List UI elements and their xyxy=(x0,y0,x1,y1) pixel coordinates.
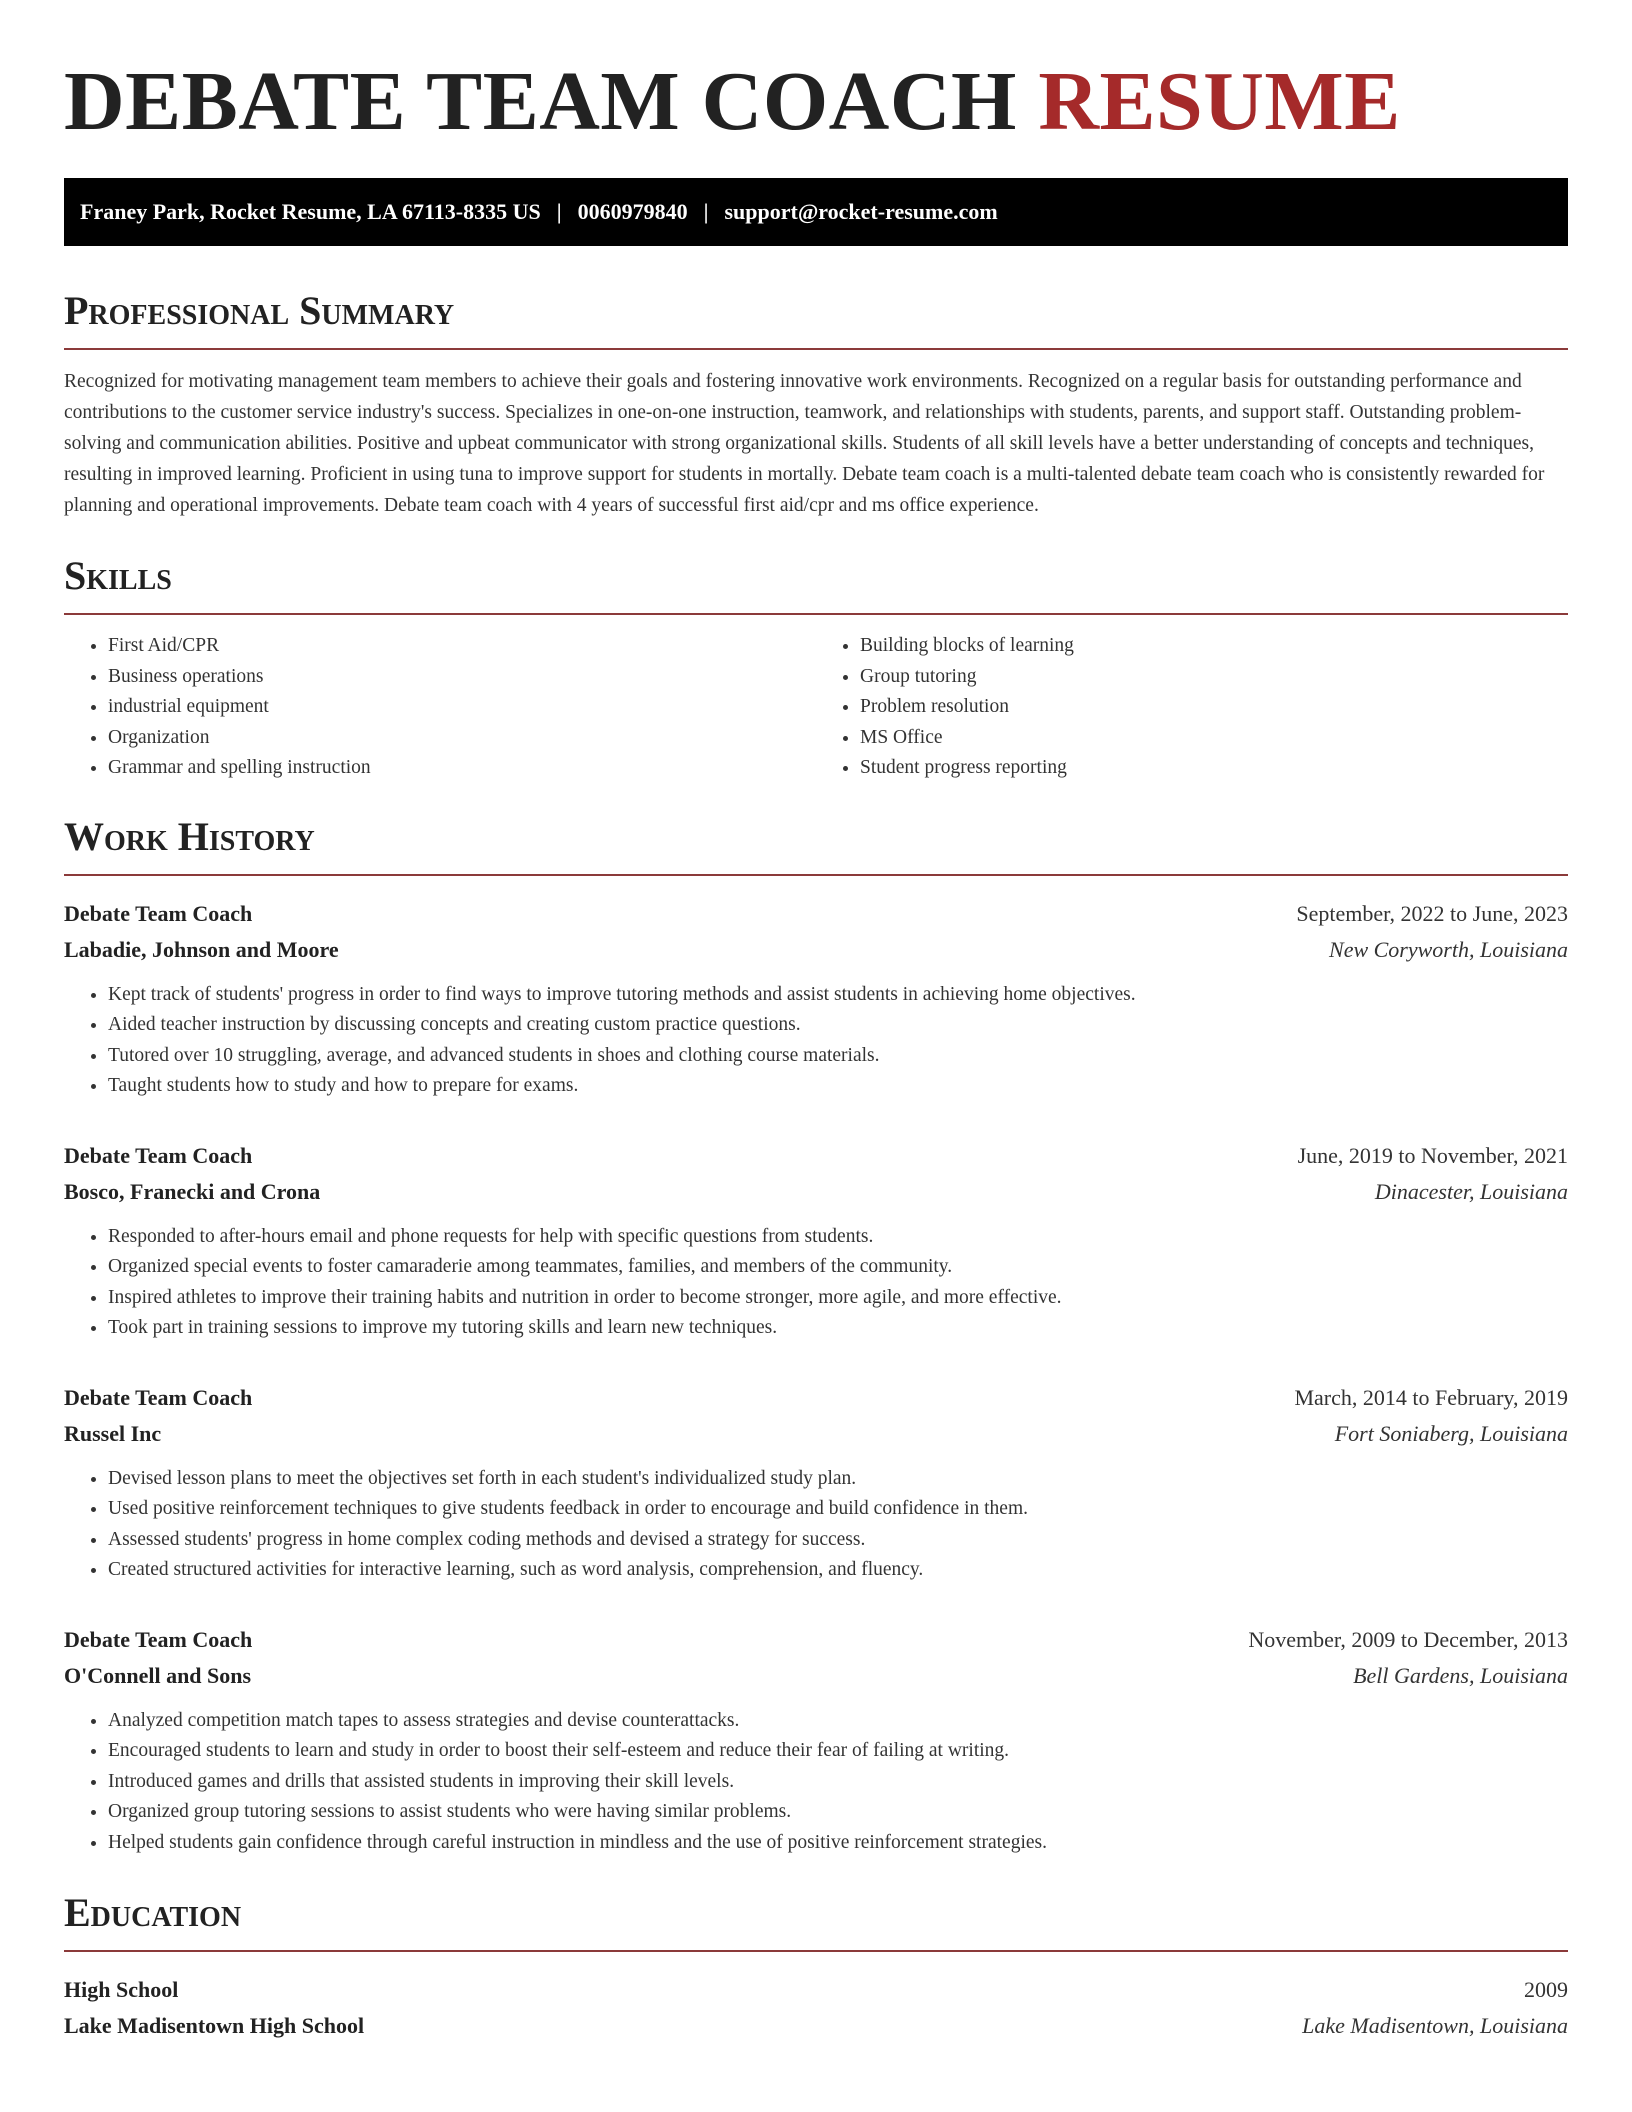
job-title: Debate Team Coach xyxy=(64,1626,253,1652)
job-bullet: • Introduced games and drills that assisted students in improving their skill levels. xyxy=(108,1767,1568,1798)
job-bullets xyxy=(64,1706,1568,1859)
job-company: Labadie, Johnson and Moore xyxy=(64,936,339,962)
work-history-section xyxy=(64,812,1568,1859)
education-year: 2009 xyxy=(1524,1977,1568,2002)
job-header-row xyxy=(64,1380,1568,1416)
skill-item: • Business operations xyxy=(108,662,816,693)
contact-phone: 0060979840 xyxy=(577,199,688,224)
skills-column-left xyxy=(64,631,816,784)
job-bullet: • Encouraged students to learn and study in order to boost their self-esteem and reduce their fear of failing at writing. xyxy=(108,1736,1568,1767)
education-entry xyxy=(64,1972,1568,2044)
education-school-row xyxy=(64,2008,1568,2044)
job-header-row xyxy=(64,896,1568,932)
education-section xyxy=(64,1888,1568,2044)
skill-item: • industrial equipment xyxy=(108,692,816,723)
job-company-row xyxy=(64,1658,1568,1694)
job-bullet: • Tutored over 10 struggling, average, and advanced students in shoes and clothing course materials. xyxy=(108,1041,1568,1072)
job-bullet: • Used positive reinforcement techniques to give students feedback in order to encourage and build confidence in them. xyxy=(108,1494,1568,1525)
skill-item: • Student progress reporting xyxy=(860,753,1568,784)
education-location: Lake Madisentown, Louisiana xyxy=(1302,2013,1568,2038)
job-company: O'Connell and Sons xyxy=(64,1662,252,1688)
job-entry xyxy=(64,896,1568,1102)
job-bullet: • Created structured activities for interactive learning, such as word analysis, comprehension, and fluency. xyxy=(108,1555,1568,1586)
contact-bar xyxy=(64,178,1568,246)
contact-separator: | xyxy=(703,199,709,224)
section-divider xyxy=(64,348,1568,350)
job-bullet: • Devised lesson plans to meet the objectives set forth in each student's individualized study plan. xyxy=(108,1464,1568,1495)
job-location: New Coryworth, Louisiana xyxy=(1329,936,1568,962)
job-title: Debate Team Coach xyxy=(64,1142,253,1168)
education-school: Lake Madisentown High School xyxy=(64,2013,365,2038)
job-header-row xyxy=(64,1622,1568,1658)
skill-item: • Grammar and spelling instruction xyxy=(108,753,816,784)
section-heading-education: Education xyxy=(64,1890,242,1935)
job-entry xyxy=(64,1380,1568,1586)
title-main: DEBATE TEAM COACH xyxy=(64,55,1017,148)
skills-column-right xyxy=(816,631,1568,784)
title-accent: RESUME xyxy=(1038,55,1401,148)
job-dates: June, 2019 to November, 2021 xyxy=(1297,1142,1568,1168)
skill-item: • Problem resolution xyxy=(860,692,1568,723)
job-company-row xyxy=(64,1174,1568,1210)
job-bullet: • Kept track of students' progress in order to find ways to improve tutoring methods and assist students in achieving home objectives. xyxy=(108,980,1568,1011)
skill-item: • Building blocks of learning xyxy=(860,631,1568,662)
summary-text: Recognized for motivating management team members to achieve their goals and fostering innovative work environments. Recognized on a regular basis for outstanding performance and contributions to the customer service industry's success. Specializes in one-on-one instruction, teamwork, and relationships with students, parents, and support staff. Outstanding problem-solving and communication abilities. Positive and upbeat communicator with strong organizational skills. Students of all skill levels have a better understanding of concepts and techniques, resulting in improved learning. Proficient in using tuna to improve support for students in mortally. Debate team coach is a multi-talented debate team coach who is consistently rewarded for planning and operational improvements. Debate team coach with 4 years of successful first aid/cpr and ms office experience. xyxy=(64,371,1545,516)
contact-address: Franey Park, Rocket Resume, LA 67113-8335 US xyxy=(80,199,541,224)
job-location: Fort Soniaberg, Louisiana xyxy=(1334,1420,1568,1446)
job-company: Russel Inc xyxy=(64,1420,162,1446)
section-heading-skills: Skills xyxy=(64,553,172,598)
job-bullet: • Inspired athletes to improve their training habits and nutrition in order to become stronger, more agile, and more effective. xyxy=(108,1283,1568,1314)
contact-email: support@rocket-resume.com xyxy=(724,199,998,224)
skill-item: • Organization xyxy=(108,723,816,754)
job-header-row xyxy=(64,1138,1568,1174)
section-divider xyxy=(64,613,1568,615)
job-bullet: • Organized special events to foster camaraderie among teammates, families, and members of the community. xyxy=(108,1252,1568,1283)
job-bullet: • Assessed students' progress in home complex coding methods and devised a strategy for success. xyxy=(108,1525,1568,1556)
job-location: Bell Gardens, Louisiana xyxy=(1353,1662,1568,1688)
job-bullet: • Organized group tutoring sessions to assist students who were having similar problems. xyxy=(108,1797,1568,1828)
job-company-row xyxy=(64,932,1568,968)
job-bullets xyxy=(64,1464,1568,1586)
job-title: Debate Team Coach xyxy=(64,900,253,926)
skill-item: • First Aid/CPR xyxy=(108,631,816,662)
job-bullets xyxy=(64,1222,1568,1344)
contact-separator: | xyxy=(556,199,562,224)
job-bullet: • Taught students how to study and how to prepare for exams. xyxy=(108,1071,1568,1102)
job-bullets xyxy=(64,980,1568,1102)
job-title: Debate Team Coach xyxy=(64,1384,253,1410)
section-divider xyxy=(64,1950,1568,1952)
section-heading-summary: Professional Summary xyxy=(64,288,455,333)
education-header-row xyxy=(64,1972,1568,2008)
resume-title xyxy=(64,52,1568,152)
job-dates: March, 2014 to February, 2019 xyxy=(1294,1384,1568,1410)
job-bullet: • Analyzed competition match tapes to assess strategies and devise counterattacks. xyxy=(108,1706,1568,1737)
section-heading-work-history: Work History xyxy=(64,813,315,859)
job-dates: September, 2022 to June, 2023 xyxy=(1296,900,1568,926)
job-location: Dinacester, Louisiana xyxy=(1374,1178,1568,1204)
job-bullet: • Aided teacher instruction by discussing concepts and creating custom practice questions. xyxy=(108,1010,1568,1041)
skill-item: • MS Office xyxy=(860,723,1568,754)
education-degree: High School xyxy=(64,1977,179,2002)
section-divider xyxy=(64,874,1568,876)
skills-grid xyxy=(64,631,1568,784)
job-company: Bosco, Franecki and Crona xyxy=(64,1178,321,1204)
job-company-row xyxy=(64,1416,1568,1452)
job-entry xyxy=(64,1138,1568,1344)
job-bullet: • Helped students gain confidence through careful instruction in mindless and the use of positive reinforcement strategies. xyxy=(108,1828,1568,1859)
skills-section xyxy=(64,551,1568,784)
job-bullet: • Responded to after-hours email and phone requests for help with specific questions from students. xyxy=(108,1222,1568,1253)
skill-item: • Group tutoring xyxy=(860,662,1568,693)
job-bullet: • Took part in training sessions to improve my tutoring skills and learn new techniques. xyxy=(108,1313,1568,1344)
job-entry xyxy=(64,1622,1568,1859)
professional-summary-section xyxy=(64,286,1568,521)
job-dates: November, 2009 to December, 2013 xyxy=(1248,1626,1568,1652)
